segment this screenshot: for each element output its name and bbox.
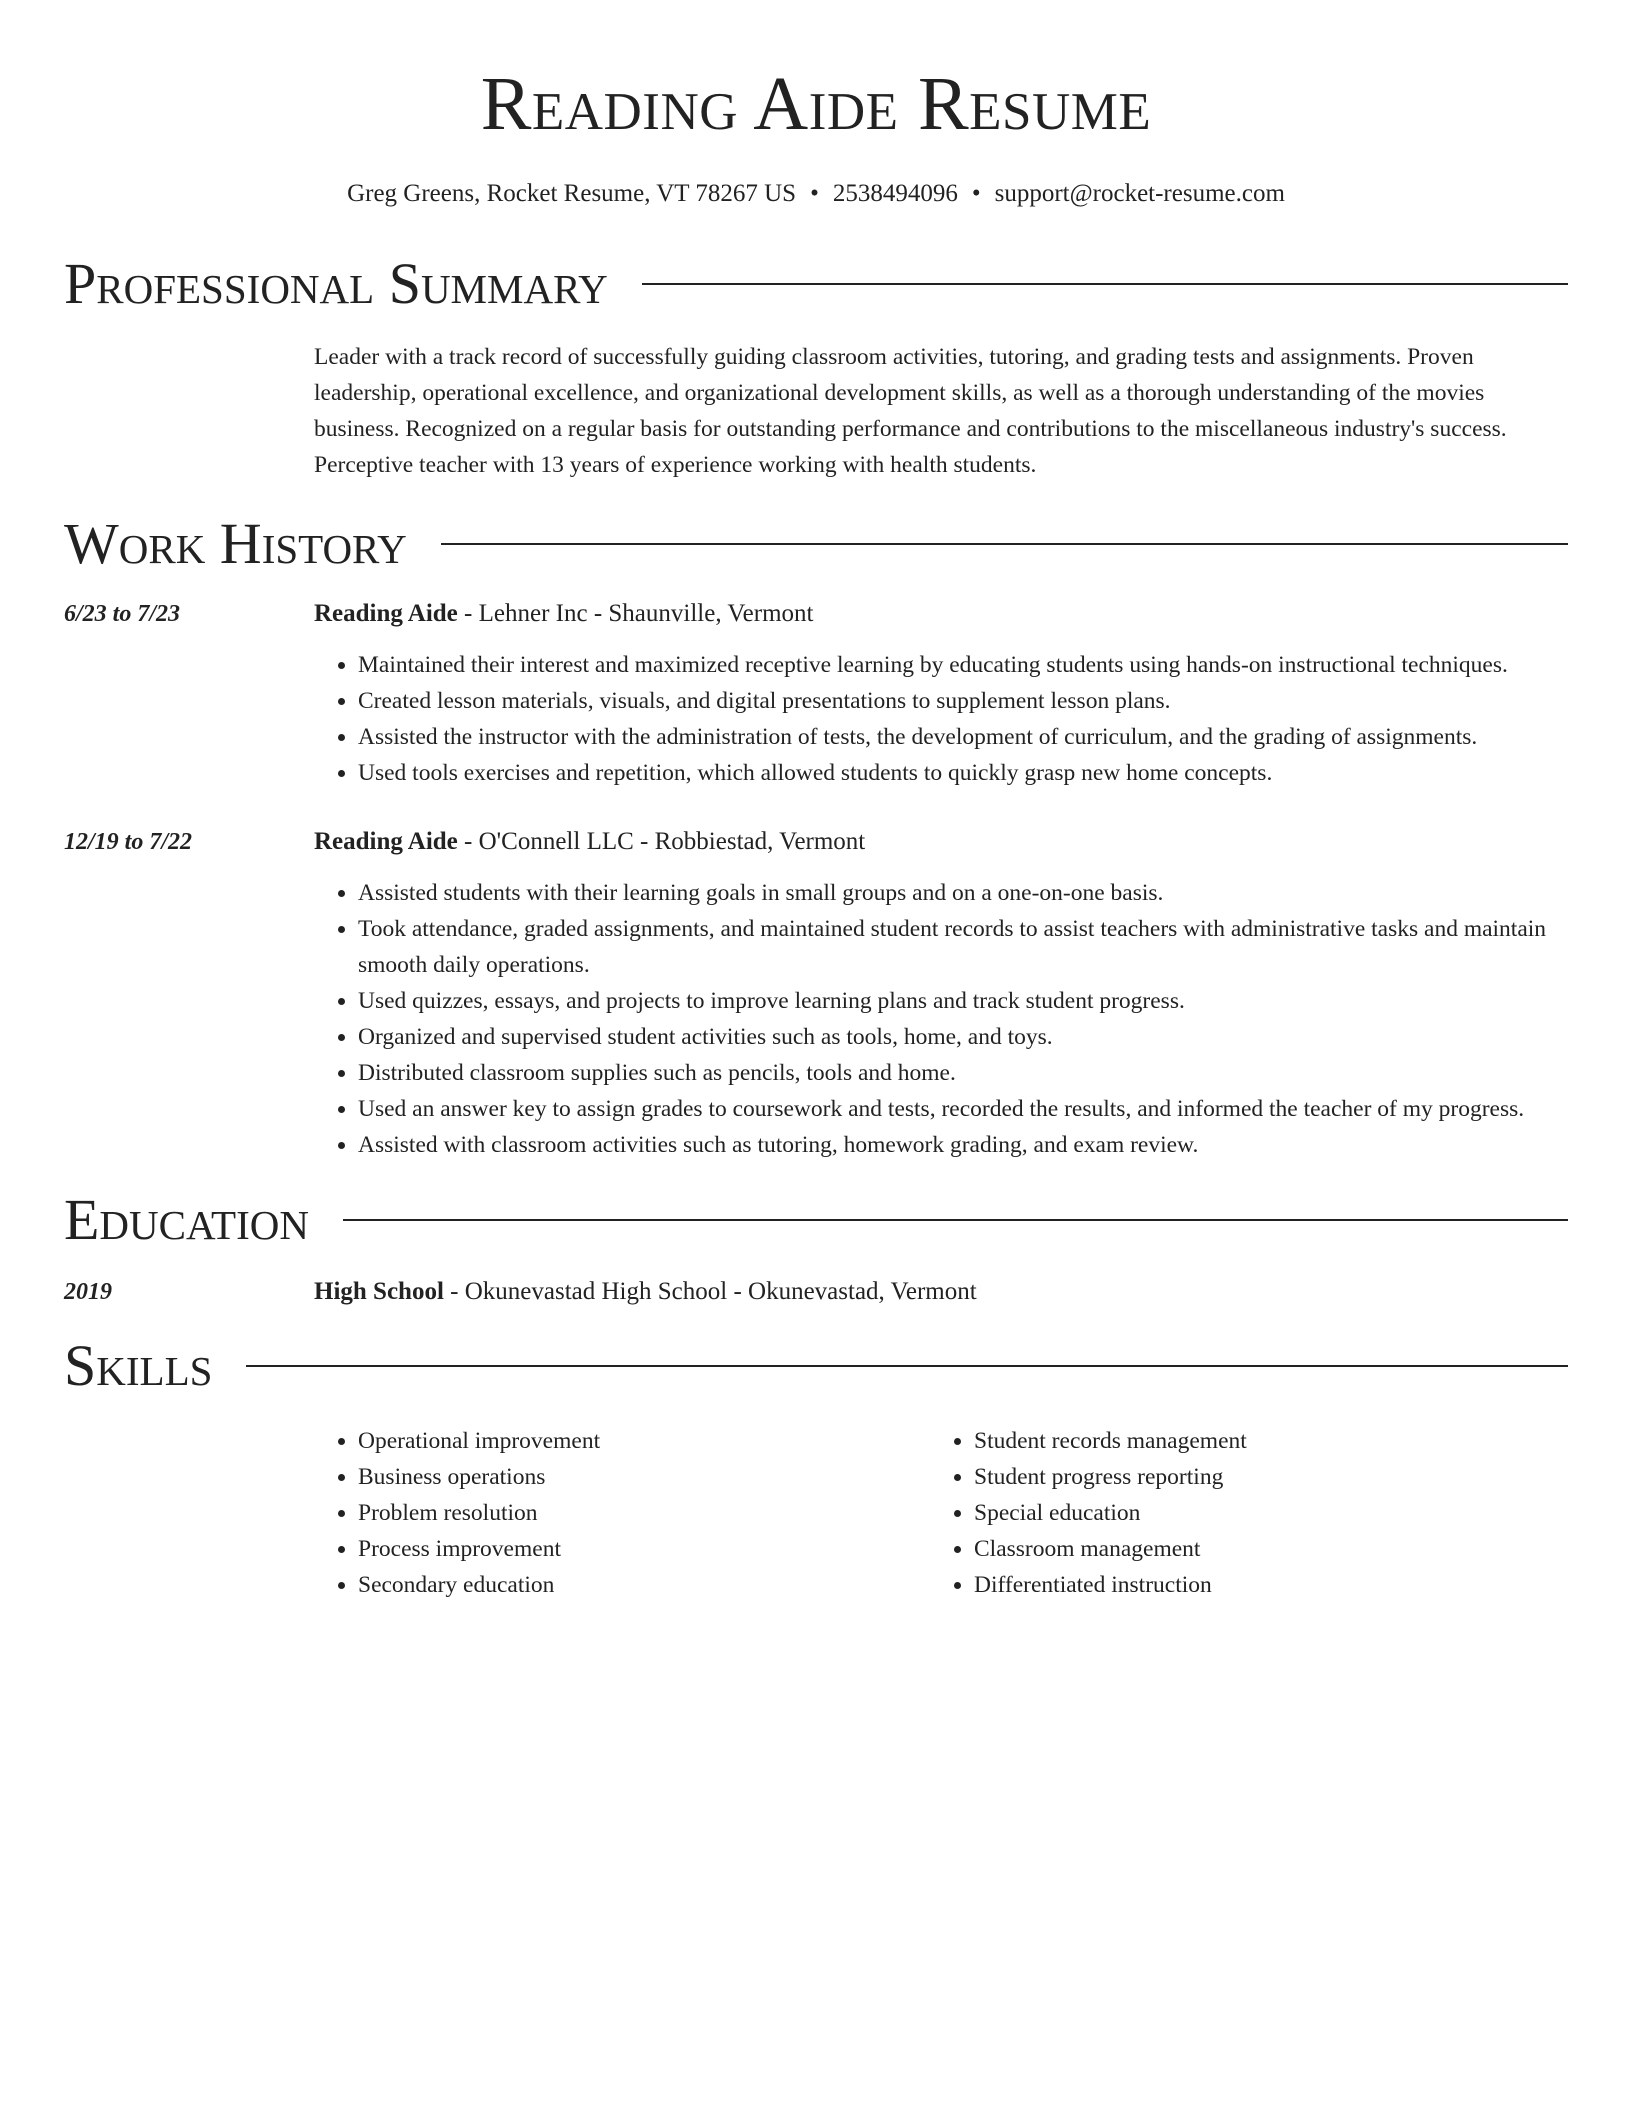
education-degree: High School [314,1278,444,1305]
skill-item: • Problem resolution [358,1495,930,1531]
section-divider [246,1365,1568,1367]
education-section-header [64,1187,1568,1252]
skills-section [64,1423,1568,1603]
contact-address: Greg Greens, Rocket Resume, VT 78267 US [347,180,797,207]
job-bullet: • Used tools exercises and repetition, which allowed students to quickly grasp new home concepts. [358,755,1568,791]
skills-section-header [64,1333,1568,1398]
education-header [314,1275,1568,1309]
work-heading: Work History [64,511,407,576]
skill-item: • Differentiated instruction [974,1567,1546,1603]
skills-heading: Skills [64,1333,213,1398]
job-dates: 6/23 to 7/23 [64,601,181,627]
education-entry [64,1275,1568,1309]
summary-heading: Professional Summary [64,251,608,316]
summary-text: Leader with a track record of successfully guiding classroom activities, tutoring, and grading tests and assignments. Proven leadership, operational excellence, and organizational development skills, as well as a thorough understanding of the movies business. Recognized on a regular basis for outstanding performance and contributions to the miscellaneous industry's success. Perceptive teacher with 13 years of experience working with health students. [314,344,1507,478]
resume-title: Reading Aide Resume [480,62,1152,146]
job-details: - Lehner Inc - Shaunville, Vermont [457,600,814,627]
job-role: Reading Aide [314,828,458,855]
job-header [314,597,1568,631]
job-bullet: • Assisted students with their learning goals in small groups and on a one-on-one basis. [358,875,1568,911]
summary-section [64,339,1568,483]
skills-column-right [930,1423,1546,1603]
contact-separator: • [810,180,819,207]
contact-line [64,179,1568,209]
job-entry [64,825,1568,1163]
skill-item: • Special education [974,1495,1546,1531]
education-year: 2019 [64,1279,112,1305]
section-divider [642,283,1568,285]
job-bullet: • Assisted with classroom activities such as tutoring, homework grading, and exam review. [358,1127,1568,1163]
contact-phone: 2538494096 [832,180,958,207]
job-bullet: • Organized and supervised student activities such as tools, home, and toys. [358,1019,1568,1055]
job-bullet: • Distributed classroom supplies such as pencils, tools and home. [358,1055,1568,1091]
section-divider [343,1219,1568,1221]
job-role: Reading Aide [314,600,458,627]
job-bullet: • Used quizzes, essays, and projects to improve learning plans and track student progress. [358,983,1568,1019]
job-details: - O'Connell LLC - Robbiestad, Vermont [457,828,866,855]
job-bullets [314,875,1568,1163]
section-divider [441,543,1568,545]
skill-item: • Process improvement [358,1531,930,1567]
contact-email: support@rocket-resume.com [994,180,1285,207]
job-bullet: • Used an answer key to assign grades to coursework and tests, recorded the results, and informed the teacher of my progress. [358,1091,1568,1127]
summary-section-header [64,251,1568,316]
job-entry [64,597,1568,791]
work-section-header [64,511,1568,576]
job-header [314,825,1568,859]
job-bullet: • Maintained their interest and maximized receptive learning by educating students using hands-on instructional techniques. [358,647,1568,683]
skills-column-left [314,1423,930,1603]
education-details: - Okunevastad High School - Okunevastad, Vermont [443,1278,977,1305]
skill-item: • Student progress reporting [974,1459,1546,1495]
job-bullets [314,647,1568,791]
job-dates: 12/19 to 7/22 [64,829,193,855]
job-bullet: • Assisted the instructor with the administration of tests, the development of curriculum, and the grading of assignments. [358,719,1568,755]
skill-item: • Business operations [358,1459,930,1495]
skill-item: • Classroom management [974,1531,1546,1567]
job-bullet: • Created lesson materials, visuals, and digital presentations to supplement lesson plans. [358,683,1568,719]
contact-separator: • [971,180,981,207]
skill-item: • Operational improvement [358,1423,930,1459]
skill-item: • Secondary education [358,1567,930,1603]
skill-item: • Student records management [974,1423,1546,1459]
job-bullet: • Took attendance, graded assignments, and maintained student records to assist teachers with administrative tasks and maintain smooth daily operations. [358,911,1568,983]
education-heading: Education [64,1187,309,1252]
